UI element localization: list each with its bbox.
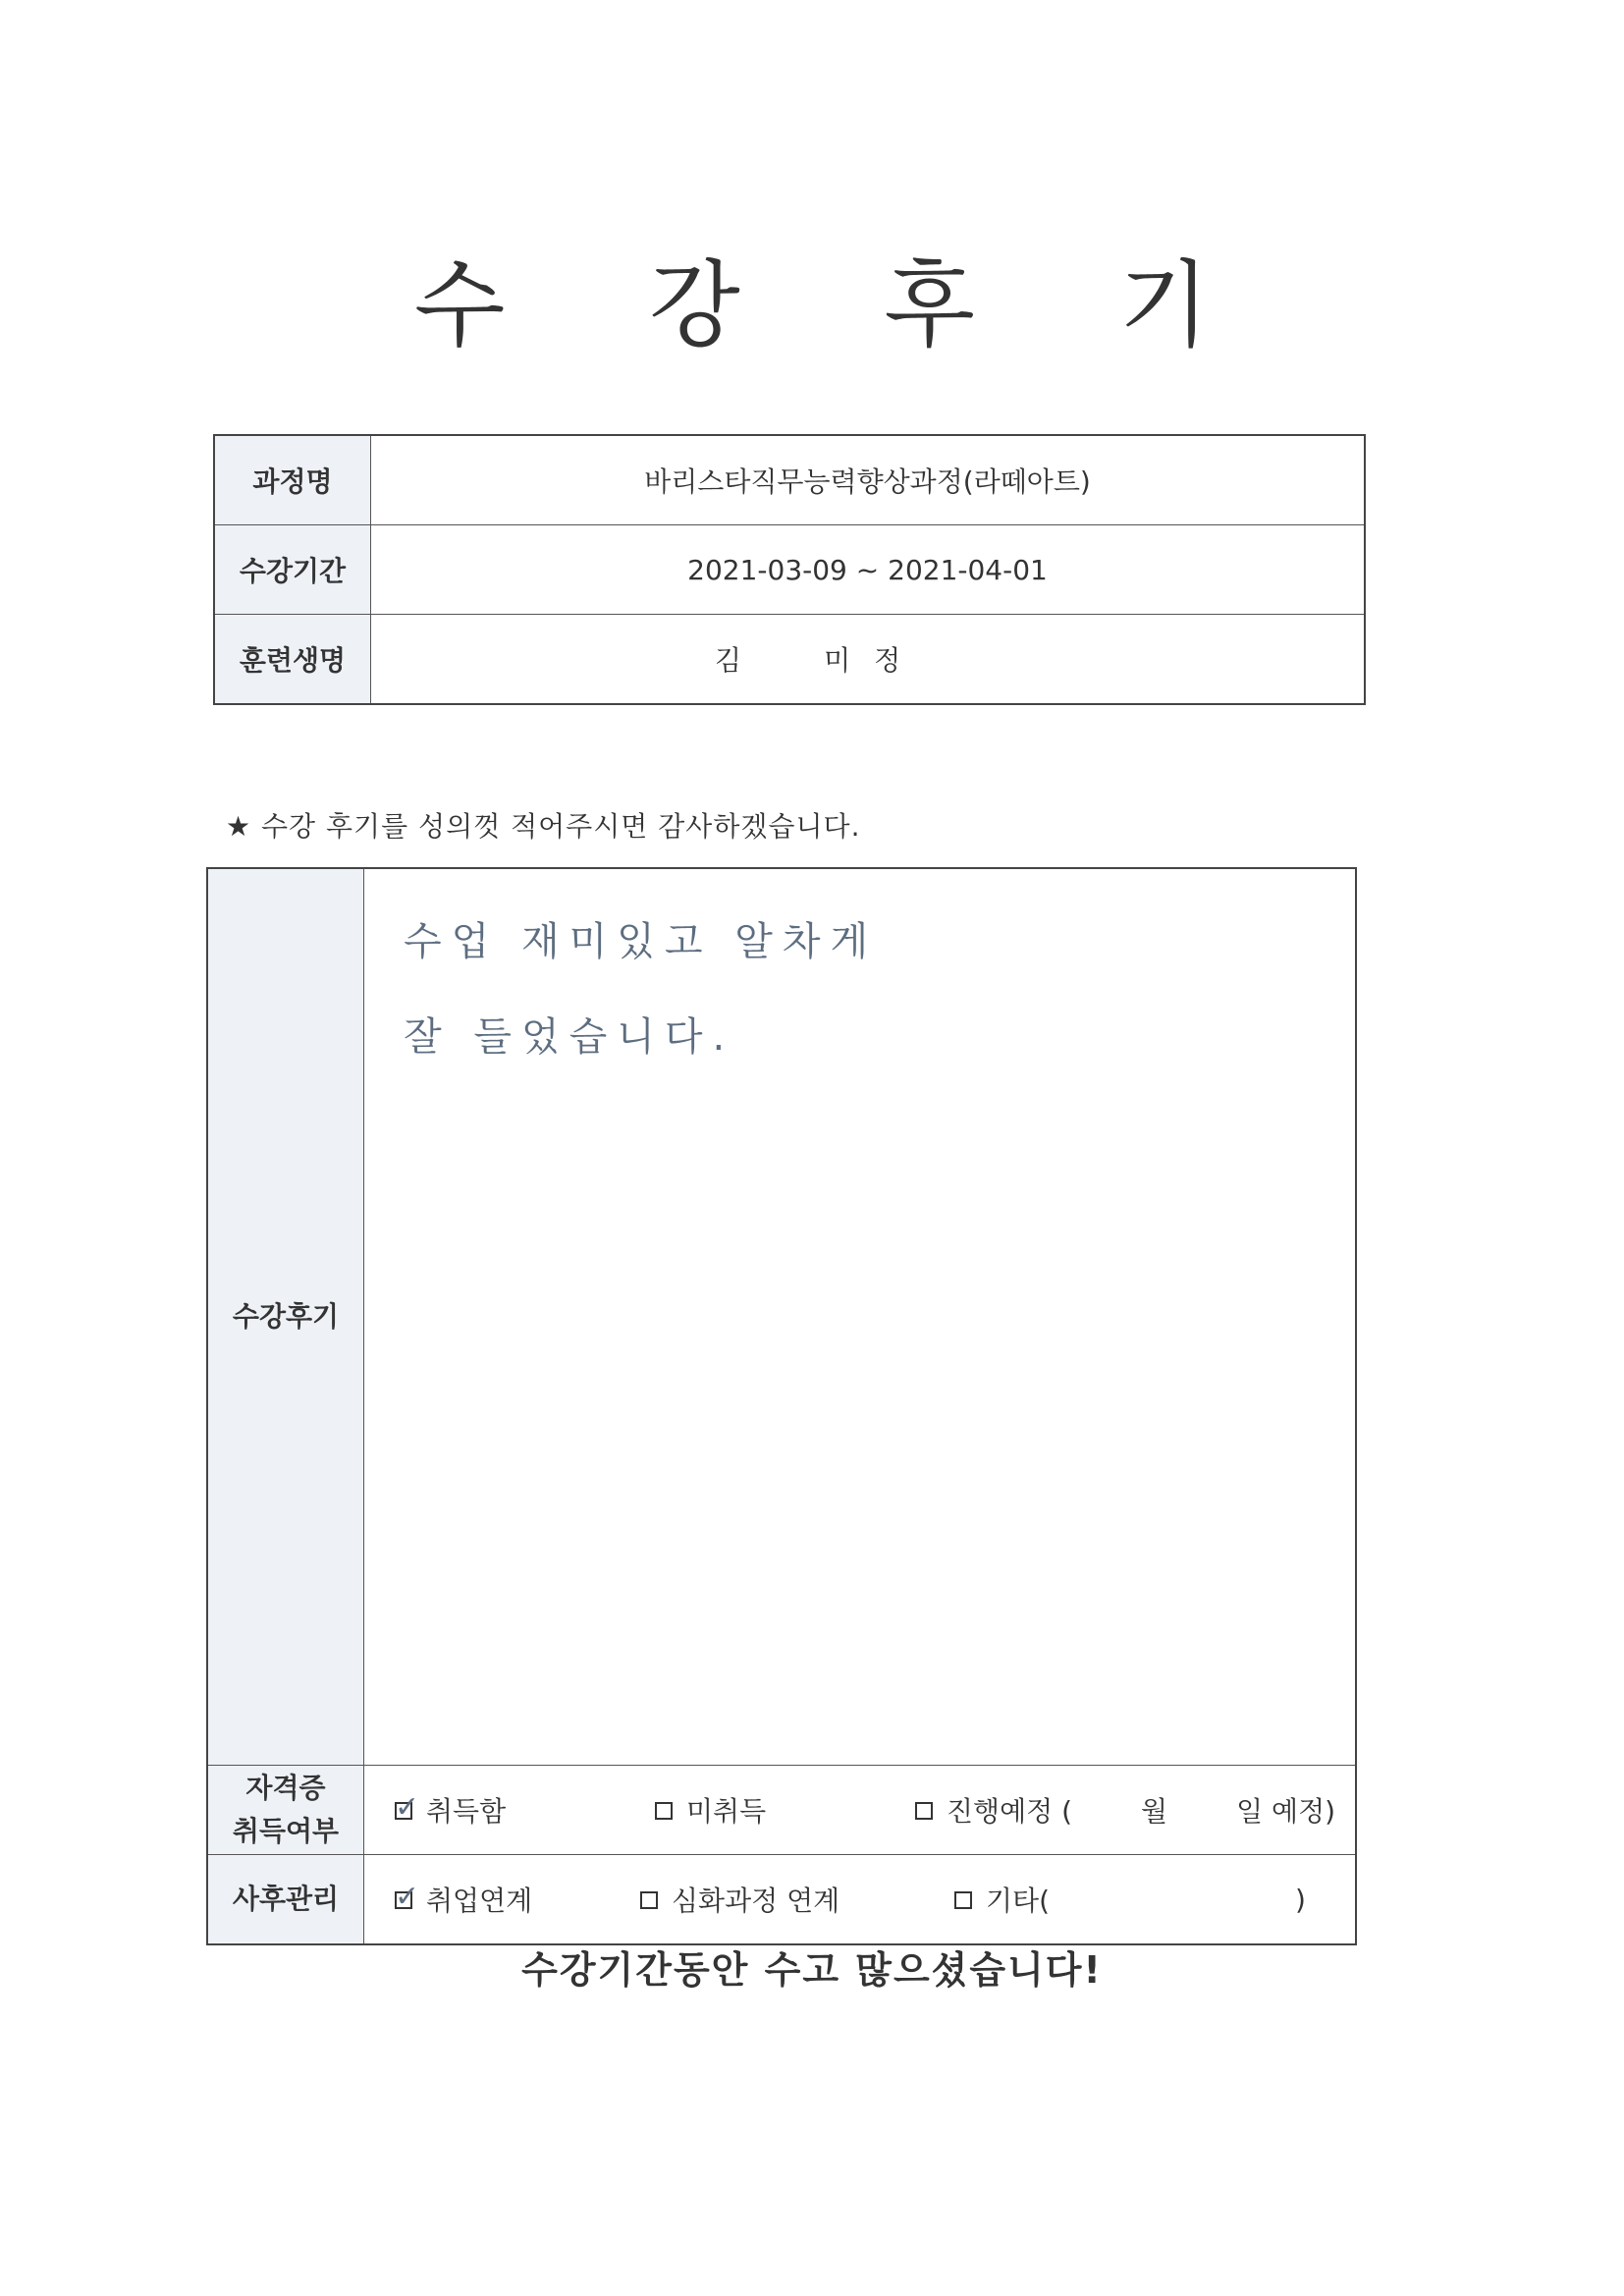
checkbox-checked-icon[interactable]: ✓ — [395, 1880, 420, 1914]
month-unit: 월 — [1141, 1795, 1168, 1828]
option-not-acquired[interactable]: 미취득 — [655, 1790, 915, 1830]
option-scheduled[interactable]: 진행예정 ( 월 일 예정) — [915, 1790, 1335, 1830]
certificate-label: 자격증 취득여부 — [207, 1766, 364, 1855]
closing-message: 수강기간동안 수고 많으셨습니다! — [521, 1948, 1103, 1992]
option-job-link[interactable]: ✓ 취업연계 — [395, 1880, 533, 1917]
instruction-note: ★ 수강 후기를 성의껏 적어주시면 감사하겠습니다. — [226, 810, 861, 843]
option-advanced-course-link[interactable]: 심화과정 연계 — [640, 1880, 954, 1919]
review-label: 수강후기 — [207, 868, 364, 1766]
checkbox-icon[interactable] — [954, 1891, 972, 1909]
option-other[interactable]: 기타( ) — [954, 1880, 1306, 1919]
day-unit: 일 예정) — [1236, 1795, 1336, 1828]
document-title: 수 강 후 기 — [413, 250, 1268, 360]
trainee-name-value — [371, 615, 1366, 705]
option-acquired[interactable]: ✓ 취득함 — [395, 1790, 507, 1828]
trainee-family-name: 김 — [715, 644, 766, 677]
course-name-value: 바리스타직무능력향상과정(라떼아트) — [371, 435, 1366, 525]
checkbox-icon[interactable] — [915, 1802, 933, 1820]
certificate-options — [364, 1766, 1357, 1855]
checkbox-icon[interactable] — [655, 1802, 673, 1820]
checkbox-icon[interactable] — [640, 1891, 658, 1909]
other-close-paren: ) — [1295, 1883, 1306, 1916]
trainee-given-name: 미정 — [824, 644, 925, 677]
course-name-label: 과정명 — [214, 435, 371, 525]
course-period-value: 2021-03-09 ~ 2021-04-01 — [371, 525, 1366, 615]
trainee-name-label: 훈련생명 — [214, 615, 371, 705]
review-line: 잘 들었습니다. — [404, 1014, 735, 1060]
review-text-area — [364, 868, 1357, 1766]
course-info-table — [213, 434, 1366, 705]
course-period-label: 수강기간 — [214, 525, 371, 615]
aftercare-options — [364, 1855, 1357, 1945]
review-line: 수업 재미있고 알차게 — [404, 919, 879, 964]
aftercare-label: 사후관리 — [207, 1855, 364, 1945]
checkbox-checked-icon[interactable]: ✓ — [395, 1790, 420, 1825]
review-table — [206, 867, 1357, 1945]
